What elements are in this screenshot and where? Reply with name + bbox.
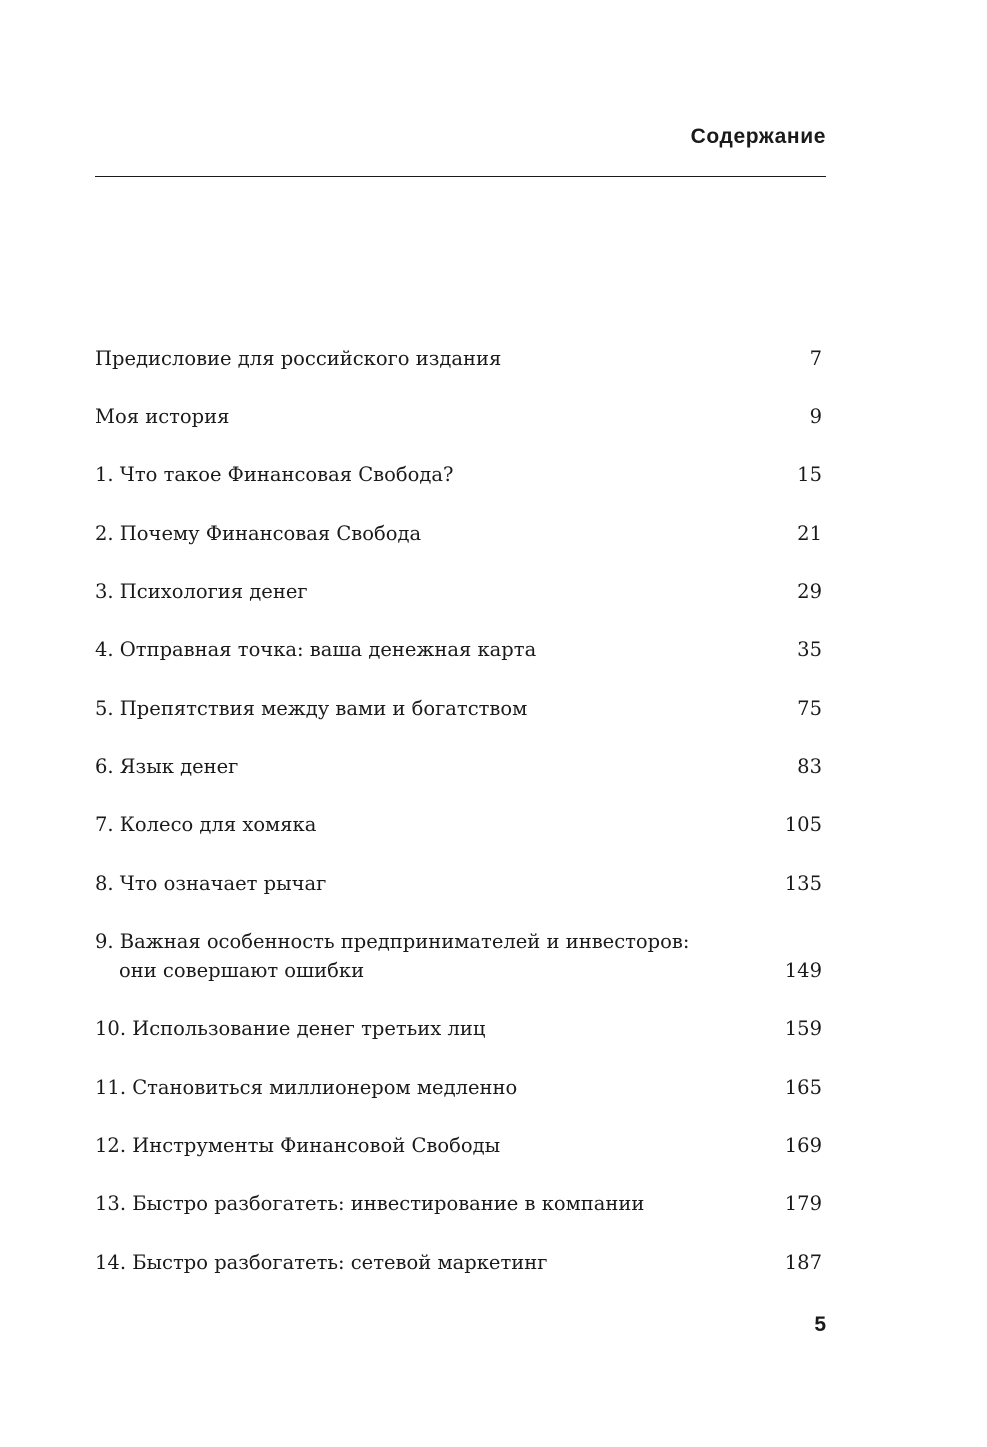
toc-entry-page: 187 (784, 1248, 822, 1278)
toc-entry[interactable] (95, 956, 822, 986)
toc-entry-title: 8. Что означает рычаг (95, 869, 332, 899)
toc-entry-title: 5. Препятствия между вами и богатством (95, 694, 533, 724)
toc-entry-title: 10. Использование денег третьих лиц (95, 1014, 491, 1044)
toc-entry-title: 11. Становиться миллионером медленно (95, 1073, 523, 1103)
toc-entry-title: 1. Что такое Финансовая Свобода? (95, 460, 459, 490)
toc-entry[interactable] (95, 402, 822, 432)
page-title: Содержание (690, 125, 826, 148)
toc-entry-page: 149 (784, 956, 822, 986)
toc-entry[interactable] (95, 752, 822, 782)
toc-entry-page: 105 (784, 810, 822, 840)
toc-entry-page: 169 (784, 1131, 822, 1161)
toc-entry[interactable] (95, 344, 822, 374)
toc-entry[interactable] (95, 460, 822, 490)
toc-entry-title: 4. Отправная точка: ваша денежная карта (95, 635, 542, 665)
toc-entry[interactable] (95, 635, 822, 665)
toc-entry-page: 35 (784, 635, 822, 665)
toc-entry-title: 13. Быстро разбогатеть: инвестирование в компании (95, 1189, 650, 1219)
toc-entry-heading[interactable] (95, 927, 822, 957)
toc-entry-page: 15 (784, 460, 822, 490)
toc-entry-page: 135 (784, 869, 822, 899)
toc-entry-page: 83 (784, 752, 822, 782)
toc-entry-title: 12. Инструменты Финансовой Свободы (95, 1131, 506, 1161)
toc-entry[interactable] (95, 810, 822, 840)
toc-entry-title: Моя история (95, 402, 235, 432)
toc-entry-page: 159 (784, 1014, 822, 1044)
toc-entry-title: 7. Колесо для хомяка (95, 810, 322, 840)
toc-entry-page: 9 (784, 402, 822, 432)
toc-entry-page: 179 (784, 1189, 822, 1219)
toc-entry-page: 7 (784, 344, 822, 374)
toc-entry-page: 21 (784, 519, 822, 549)
toc-entry[interactable] (95, 1014, 822, 1044)
toc-entry[interactable] (95, 869, 822, 899)
toc-entry[interactable] (95, 1189, 822, 1219)
toc-entry[interactable] (95, 1248, 822, 1278)
toc-entry-title: 3. Психология денег (95, 577, 314, 607)
toc-entry-page: 29 (784, 577, 822, 607)
toc-entry-page: 75 (784, 694, 822, 724)
toc-entry-title: 6. Язык денег (95, 752, 244, 782)
toc-entry[interactable] (95, 1073, 822, 1103)
toc-entry[interactable] (95, 694, 822, 724)
toc-entry-title: 9. Важная особенность предпринимателей и инвесторов: (95, 927, 695, 957)
toc-entry-title-continuation: они совершают ошибки (119, 956, 370, 986)
page-number: 5 (814, 1313, 826, 1336)
toc-entry-title: Предисловие для российского издания (95, 344, 507, 374)
toc-entry-title: 14. Быстро разбогатеть: сетевой маркетинг (95, 1248, 553, 1278)
table-of-contents (95, 0, 822, 1447)
toc-entry[interactable] (95, 1131, 822, 1161)
toc-entry[interactable] (95, 519, 822, 549)
toc-entry[interactable] (95, 577, 822, 607)
toc-entry-page: 165 (784, 1073, 822, 1103)
toc-entry-title: 2. Почему Финансовая Свобода (95, 519, 427, 549)
